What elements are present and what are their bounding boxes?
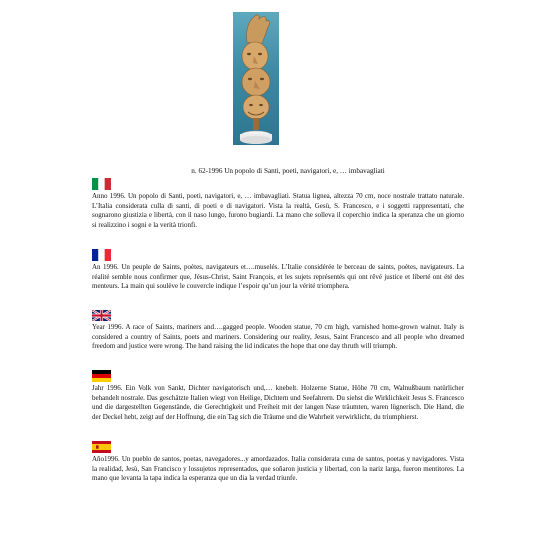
uk-flag-icon [92, 310, 111, 321]
english-description: Year 1996. A race of Saints, mariners and….gagged people. Wooden statue, 70 cm high, varnished home-grown walnut. Italy is considered a country of Saints, poets and mariners. Considering our reality, Jesus, Saint Francesco and all people who dreamed freedom and justice were wrong. The hand raising the lid indicates the hope that one day thruth will triumph. [92, 323, 464, 351]
sculpture-photo [233, 12, 279, 145]
english-section [92, 310, 464, 352]
spain-flag-icon [92, 441, 111, 453]
italy-flag-icon [92, 178, 111, 190]
spanish-section [92, 441, 464, 484]
wooden-statue-image [233, 12, 279, 145]
france-flag-icon [92, 249, 111, 261]
french-section [92, 249, 464, 292]
spanish-description: Año1996. Un pueblo de santos, poetas, navegadores...y amordazados. Italia considerata cuna de santos, poetas y navigadores. Vista la realidad, Jesù, San Francisco y lossujetos representados, que soñaron justicia y libertad, con la nariz larga, fueron mentitores. La mano que levanta la tapa indica la esperanza que un dia la verdad triunfe. [92, 455, 464, 483]
italian-section [92, 178, 464, 230]
french-description: An 1996. Un peuple de Saints, poètes, navigateurs et….muselés. L’Italie considérée le berceau de saints, poètes, navigateurs. La réalité semble nous confirmer que, Jésus-Christ, Saint François, et les sujets représentés qui ont rêvé justice et liberté ont été des menteurs. La main qui soulève le couvercle indique l’espoir qu’un jour la vérité triomphera. [92, 263, 464, 291]
figure-caption: n. 62-1996 Un popolo di Santi, poeti, navigatori, e, … imbavagliati [191, 167, 385, 175]
italian-description: Anno 1996. Un popolo di Santi, poeti, navigatori, e, … imbavagliati. Statua lignea, altezza 70 cm, noce nostrale trattato naturale. L’Italia considerata culla di santi, di poeti e di navigatori. Vista la realtà, Gesù, S. Francesco, e i soggetti rappresentati, che sognarono giustizia e libertà, con il naso lungo, furono bugiardi. La mano che solleva il coperchio indica la speranza che un giorno si realizzino i sogni e la verità trionfi. [92, 192, 464, 229]
germany-flag-icon [92, 370, 111, 382]
german-description: Jahr 1996. Ein Volk von Sankt, Dichter navigatorisch und,… knebelt. Holzerne Statue, Höhe 70 cm, Walnußbaum natürlicher behandelt nostrale. Das geschätzte Italien wiegt von Heilige, Dichtern und Seefahrern. Du siehst die Wirklichkeit Jesus S. Francesco und die dargestellten Gegenstände, die Gerechtigkeit und Freiheit mit der langen Nase träumten, waren lügnerisch. Die Hand, die der Deckel hebt, zeigt auf der Hoffnung, die ein Tag sich die Träume und die Wahrheit verwirklicht, du triumphierst. [92, 384, 464, 421]
german-section [92, 370, 464, 422]
